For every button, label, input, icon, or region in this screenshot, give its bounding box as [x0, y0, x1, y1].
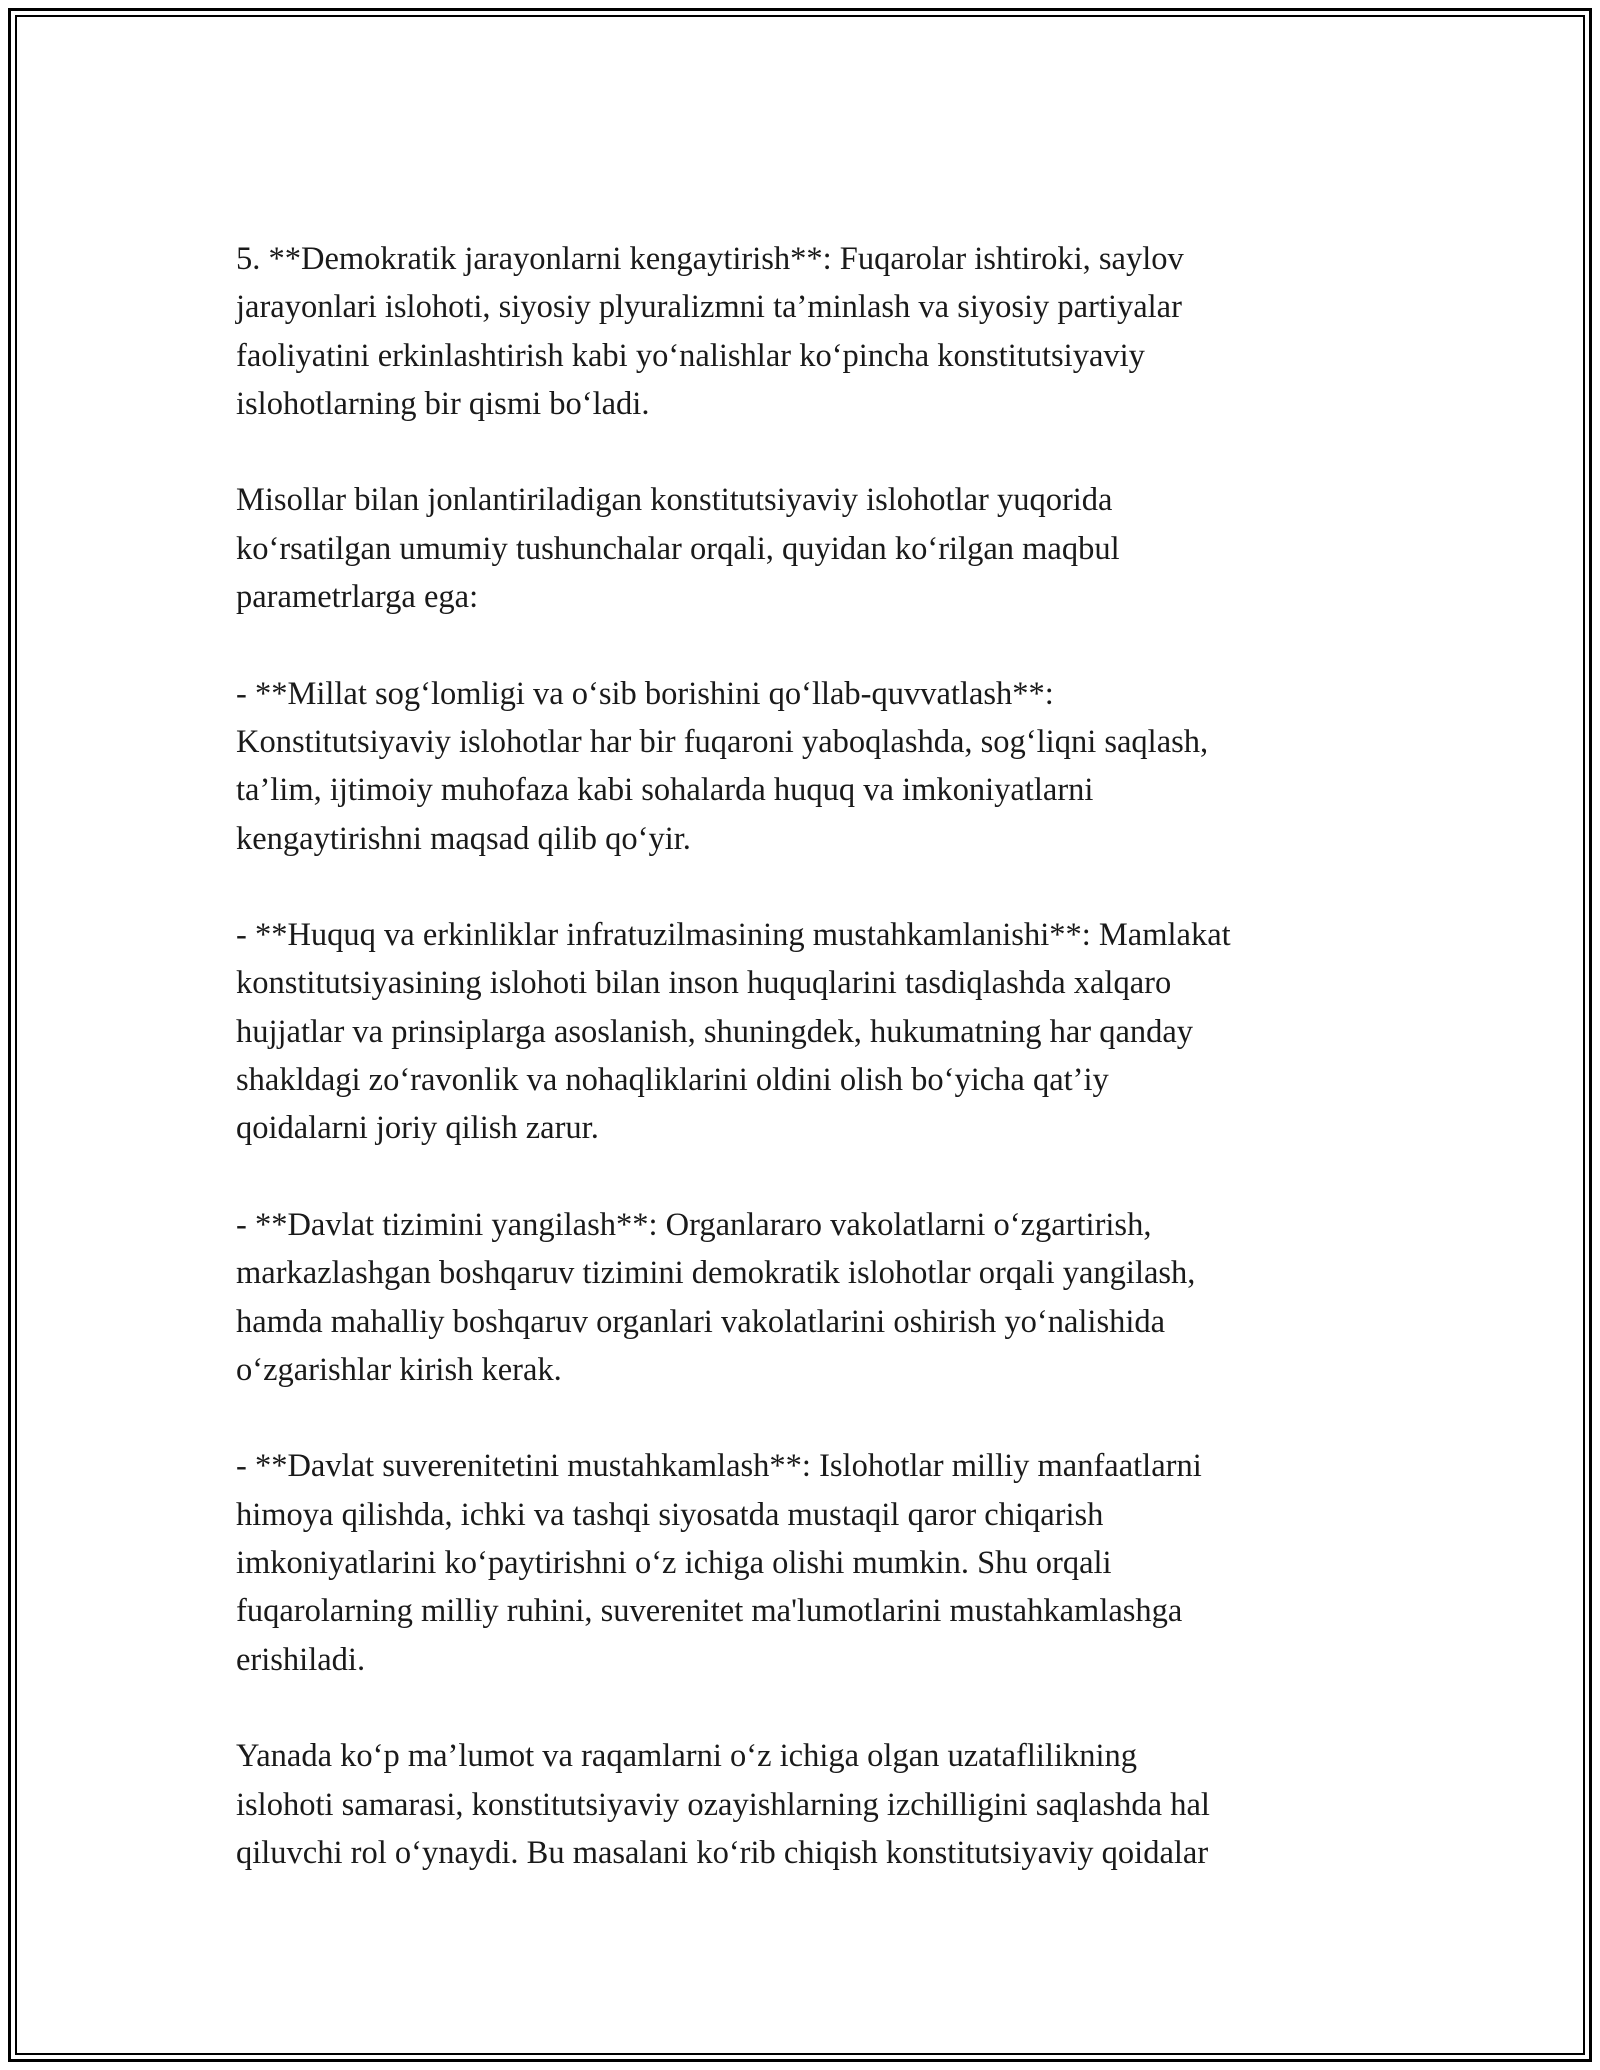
text-line: - **Davlat tizimini yangilash**: Organlararo vakolatlarni o‘zgartirish, [236, 1206, 1152, 1243]
document-body [236, 235, 1416, 1877]
paragraph-conclusion [236, 1732, 1416, 1877]
text-line: fuqarolarning milliy ruhini, suverenitet ma'lumotlarini mustahkamlashga [236, 1593, 1183, 1630]
text-line: shakldagi zo‘ravonlik va nohaqliklarini oldini olish bo‘yicha qat’iy [236, 1062, 1109, 1099]
text-line: Yanada ko‘p ma’lumot va raqamlarni o‘z ichiga olgan uzataflilikning [236, 1738, 1138, 1775]
text-line: imkoniyatlarini ko‘paytirishni o‘z ichiga olishi mumkin. Shu orqali [236, 1545, 1112, 1582]
text-line: markazlashgan boshqaruv tizimini demokratik islohotlar orqali yangilash, [236, 1255, 1196, 1292]
paragraph-democratic-processes [236, 235, 1416, 428]
text-line: hamda mahalliy boshqaruv organlari vakolatlarini oshirish yo‘nalishida [236, 1303, 1166, 1340]
text-line: - **Huquq va erkinliklar infratuzilmasining mustahkamlanishi**: Mamlakat [236, 917, 1231, 954]
text-line: parametrlarga ega: [236, 579, 479, 616]
text-line: hujjatlar va prinsiplarga asoslanish, shuningdek, hukumatning har qanday [236, 1013, 1194, 1050]
bullet-nation-health [236, 670, 1416, 863]
bullet-state-system [236, 1201, 1416, 1394]
text-line: qiluvchi rol o‘ynaydi. Bu masalani ko‘rib chiqish konstitutsiyaviy qoidalar [236, 1834, 1209, 1871]
text-line: faoliyatini erkinlashtirish kabi yo‘nalishlar ko‘pincha konstitutsiyaviy [236, 337, 1145, 374]
text-line: Konstitutsiyaviy islohotlar har bir fuqaroni yaboqlashda, sog‘liqni saqlash, [236, 723, 1209, 760]
text-line: ko‘rsatilgan umumiy tushunchalar orqali, quyidan ko‘rilgan maqbul [236, 530, 1120, 567]
text-line: erishiladi. [236, 1641, 366, 1678]
text-line: islohoti samarasi, konstitutsiyaviy ozayishlarning izchilligini saqlashda hal [236, 1786, 1210, 1823]
text-line: ta’lim, ijtimoiy muhofaza kabi sohalarda huquq va imkoniyatlarni [236, 772, 1094, 809]
bullet-rights-infrastructure [236, 911, 1416, 1152]
text-line: konstitutsiyasining islohoti bilan inson huquqlarini tasdiqlashda xalqaro [236, 965, 1172, 1002]
text-line: Misollar bilan jonlantiriladigan konstitutsiyaviy islohotlar yuqorida [236, 482, 1113, 519]
text-line: - **Davlat suverenitetini mustahkamlash**: Islohotlar milliy manfaatlarni [236, 1448, 1202, 1485]
text-line: 5. **Demokratik jarayonlarni kengaytirish**: Fuqarolar ishtiroki, saylov [236, 241, 1184, 277]
text-line: kengaytirishni maqsad qilib qo‘yir. [236, 820, 691, 857]
text-line: himoya qilishda, ichki va tashqi siyosatda mustaqil qaror chiqarish [236, 1496, 1104, 1533]
text-line: qoidalarni joriy qilish zarur. [236, 1110, 599, 1147]
text-line: islohotlarning bir qismi bo‘ladi. [236, 385, 650, 422]
text-line: o‘zgarishlar kirish kerak. [236, 1351, 562, 1388]
bullet-state-sovereignty [236, 1442, 1416, 1683]
text-line: jarayonlari islohoti, siyosiy plyuralizmni ta’minlash va siyosiy partiyalar [236, 289, 1182, 326]
paragraph-examples-intro [236, 476, 1416, 621]
text-line: - **Millat sog‘lomligi va o‘sib borishini qo‘llab-quvvatlash**: [236, 675, 1054, 712]
